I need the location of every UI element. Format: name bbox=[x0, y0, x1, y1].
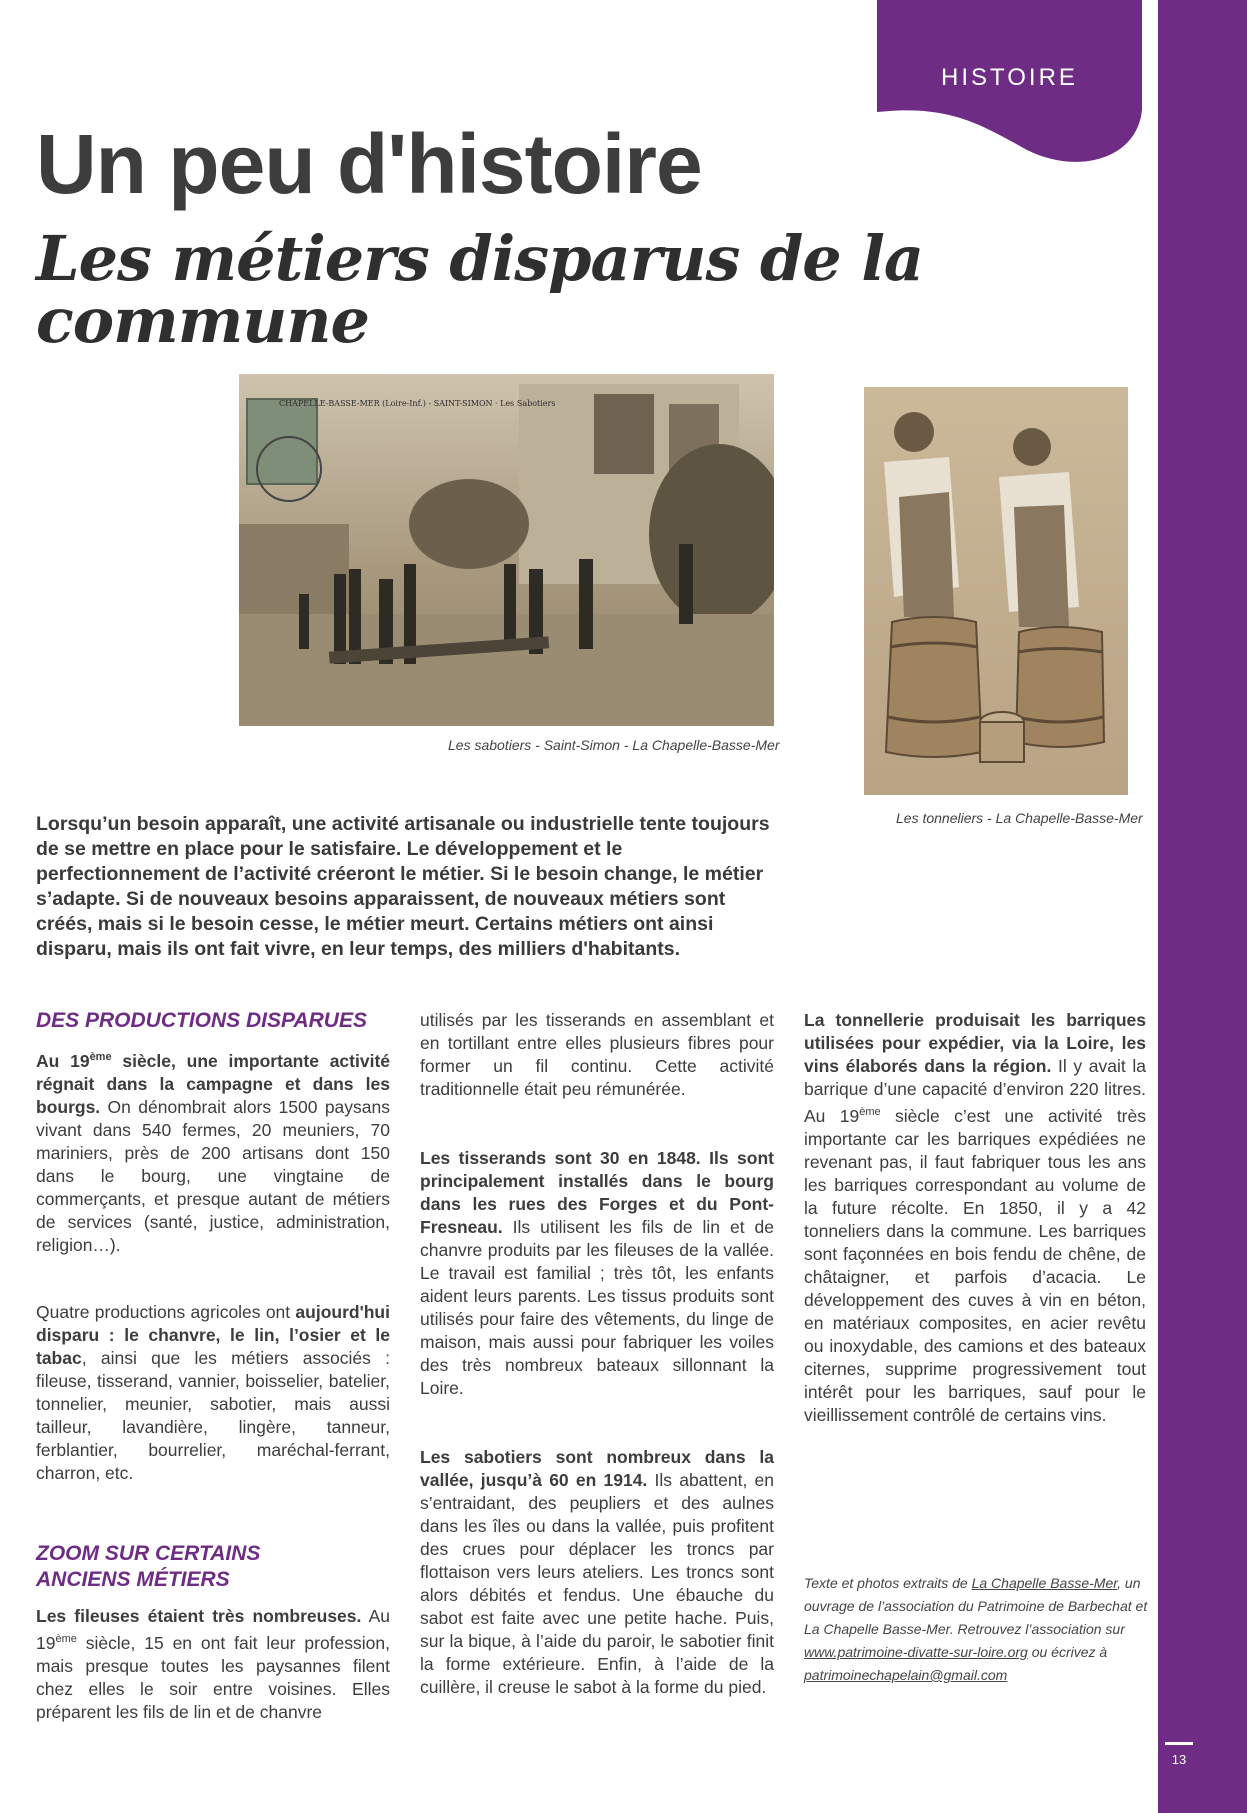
text-regular: Ils abattent, en s’entraidant, des peupliers et des aulnes dans les îles ou dans la vallée, puis profitent des crues pour déplacer les troncs par flottaison vers leurs ateliers. Les troncs sont alors débités et fendus. Une ébauche du sabot est faite avec une petite hache. Puis, sur la bique, à l’aide du paroir, le sabotier finit la forme extérieure. Enfin, à l’aide de la cuillère, il creuse le sabot à la forme du pied. bbox=[420, 1470, 774, 1697]
photo-sabotiers-caption: Les sabotiers - Saint-Simon - La Chapelle-Basse-Mer bbox=[448, 737, 780, 753]
text-bold: aujourd'hui disparu : le chanvre, le lin, l’osier et le tabac bbox=[36, 1301, 390, 1368]
paragraph-quatre-productions bbox=[36, 1301, 390, 1485]
text-regular: Ils utilisent les fils de lin et de chanvre produits par les fileuses de la vallée. Le travail est familial ; très tôt, les enfants aident leurs parents. Les tissus produits sont utilisés pour faire des vêtements, du linge de maison, mais aussi pour fabriquer les voiles des très nombreux bateaux sillonnant la Loire. bbox=[420, 1217, 774, 1398]
text-bold: siècle, une importante activité régnait dans la campagne et dans les bourgs. bbox=[36, 1050, 391, 1117]
text-bold: Les tisserands sont 30 en 1848. Ils sont principalement installés dans le bourg dans les rues des Forges et du Pont-Fresneau. bbox=[420, 1148, 774, 1237]
credit-note bbox=[804, 1572, 1150, 1687]
credit-text: Texte et photos extraits de bbox=[804, 1575, 972, 1591]
text-regular: , ainsi que les métiers associés : fileuse, tisserand, vannier, boisselier, batelier, tonnelier, meunier, sabotier, mais aussi tailleur, lavandière, lingère, tanneur, ferblantier, bourrelier, maréchal-ferrant, charron, etc. bbox=[36, 1347, 390, 1483]
book-title: La Chapelle Basse-Mer bbox=[971, 1575, 1118, 1591]
text-regular: Au 19 bbox=[36, 1605, 390, 1653]
paragraph-sabotiers bbox=[420, 1446, 774, 1699]
column-2 bbox=[420, 1009, 774, 1743]
credit-text: ou écrivez à bbox=[1027, 1644, 1108, 1660]
text-regular: Il y avait la barrique d’une capacité d’environ 220 litres. Au 19 bbox=[804, 1056, 1146, 1126]
page-number: 13 bbox=[1171, 1752, 1187, 1767]
paragraph-fileuses bbox=[36, 1605, 390, 1724]
page-title: Un peu d'histoire bbox=[36, 117, 702, 211]
heading-zoom-metiers: ZOOM SUR CERTAINS ANCIENS MÉTIERS bbox=[36, 1541, 261, 1591]
column-1 bbox=[36, 1008, 390, 1768]
intro-paragraph: Lorsqu’un besoin apparaît, une activité artisanale ou industrielle tente toujours de se mettre en place pour le satisfaire. Le développement et le perfectionnement de l’activité créeront le métier. Si le besoin change, le métier s’adapte. Si de nouveaux besoins apparaissent, de nouveaux métiers sont créés, mais si le besoin cesse, le métier meurt. Certains métiers ont ainsi disparu, mais ils ont fait vivre, en leur temps, des milliers d'habitants. bbox=[36, 813, 770, 960]
paragraph-fileuses-suite: utilisés par les tisserands en assemblant et en tortillant entre elles plusieurs fibres pour former un fil continu. Cette activité traditionnelle était peu rémunérée. bbox=[420, 1010, 774, 1099]
page-subtitle: Les métiers disparus de la commune bbox=[36, 222, 924, 357]
postcard-caption: CHAPELLE-BASSE-MER (Loire-Inf.) - SAINT-SIMON · Les Sabotiers bbox=[279, 399, 556, 408]
credit-text: , un ouvrage de l’association du Patrimoine de Barbechat et La Chapelle Basse-Mer. Retrouvez l’association sur bbox=[804, 1575, 1148, 1637]
association-email-link[interactable]: patrimoinechapelain@gmail.com bbox=[804, 1667, 1008, 1683]
paragraph-tisserands bbox=[420, 1147, 774, 1400]
text-sup: ème bbox=[859, 1106, 881, 1118]
text-bold: La tonnellerie produisait les barriques utilisées pour expédier, via la Loire, les vins élaborés dans la région. bbox=[804, 1010, 1146, 1076]
text-bold: Les sabotiers sont nombreux dans la vallée, jusqu’à 60 en 1914. bbox=[420, 1447, 774, 1490]
photo-tonneliers-caption: Les tonneliers - La Chapelle-Basse-Mer bbox=[896, 810, 1143, 826]
association-website-link[interactable]: www.patrimoine-divatte-sur-loire.org bbox=[804, 1644, 1028, 1660]
page-number-bar bbox=[1165, 1742, 1193, 1745]
text-sup: ème bbox=[89, 1051, 112, 1063]
text-regular: On dénombrait alors 1500 paysans vivant dans 540 fermes, 20 meuniers, 70 mariniers, près de 200 artisans dont 150 dans le bourg, une vingtaine de commerçants, et presque autant de métiers de services (santé, justice, administration, religion…). bbox=[36, 1096, 390, 1255]
text-bold: Les fileuses étaient très nombreuses. bbox=[36, 1605, 362, 1626]
photo-sabotiers bbox=[239, 374, 774, 726]
text-bold: Au 19 bbox=[36, 1050, 90, 1071]
photo-tonneliers bbox=[864, 387, 1128, 795]
paragraph-tonnellerie bbox=[804, 1009, 1146, 1427]
column-3 bbox=[804, 1009, 1146, 1471]
text-regular: siècle, 15 en ont fait leur profession, mais presque toutes les paysannes filent chez elles le soir entre voisines. Elles préparent les fils de lin et de chanvre bbox=[36, 1632, 390, 1722]
section-tab-label: HISTOIRE bbox=[941, 64, 1078, 91]
paragraph-19e-siecle bbox=[36, 1046, 390, 1257]
heading-productions-disparues: DES PRODUCTIONS DISPARUES bbox=[36, 1009, 367, 1032]
text-regular: Quatre productions agricoles ont bbox=[36, 1301, 296, 1322]
text-sup: ème bbox=[55, 1632, 77, 1645]
text-regular: siècle c’est une activité très importante car les barriques expédiées ne revenant pas, il faut fabriquer tous les ans les barriques correspondant au volume de la future récolte. En 1850, il y a 42 tonneliers dans la commune. Les barriques sont façonnées en bois fendu de chêne, de châtaigner, et parfois d’acacia. Le développement des cuves à vin en béton, en matériaux composites, en acier revêtu ou inoxydable, des camions et des bateaux citernes, supprime progressivement tout intérêt pour les barriques, sauf pour le vieillissement contrôlé de certains vins. bbox=[804, 1105, 1146, 1425]
